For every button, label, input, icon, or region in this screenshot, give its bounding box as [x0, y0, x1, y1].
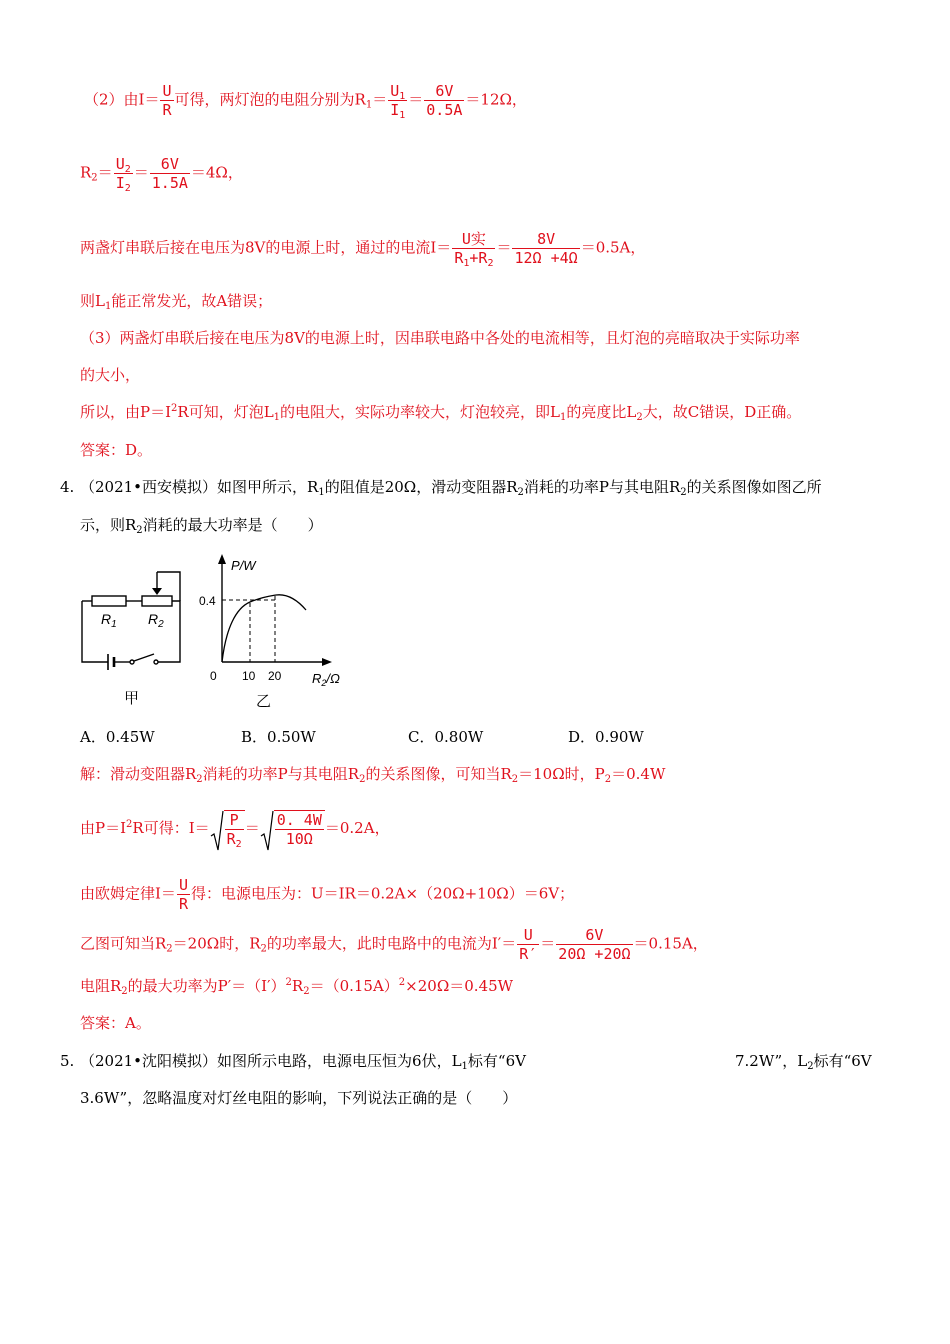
numerator: 8V	[537, 230, 556, 248]
text: 两盏灯串联后接在电压为8V的电源上时，通过的电流I＝	[80, 238, 452, 257]
text: R可知，灯泡L	[177, 403, 274, 421]
caption-jia: 甲	[124, 690, 140, 707]
subscript: 2	[124, 164, 131, 175]
text: I	[390, 101, 400, 119]
text: ＝	[372, 90, 388, 109]
option-a[interactable]: A．0.45W	[80, 728, 155, 746]
text: 的电阻大，实际功率较大，灯泡较亮，即L	[280, 403, 561, 421]
text: ＝	[244, 819, 260, 837]
question-4-figure	[70, 548, 370, 713]
subscript: 2	[487, 258, 494, 269]
text: 消耗的功率P与其电阻R	[202, 765, 360, 783]
text: 示，则R	[80, 516, 137, 534]
text: 则L	[80, 292, 105, 310]
question-5-text	[80, 1051, 526, 1071]
fraction-6v-over-15a	[150, 155, 190, 192]
fraction-u1-over-i1	[388, 82, 407, 119]
option-c[interactable]: C．0.80W	[408, 728, 484, 746]
solution-line-resistance-r1	[84, 82, 527, 119]
subscript: 2	[511, 774, 519, 785]
numerator: 6V	[160, 155, 179, 173]
text: ＝4Ω，	[190, 163, 243, 182]
subscript: 1	[104, 301, 112, 312]
solution-line-conclusion	[80, 402, 801, 422]
subscript: 1	[463, 258, 470, 269]
x-tick-10: 10	[242, 669, 256, 683]
subscript: 2	[680, 487, 687, 498]
question-5-text-cont: 3.6W”，忽略温度对灯丝电阻的影响，下列说法正确的是（ ）	[80, 1089, 518, 1107]
subscript: 2	[166, 943, 173, 955]
text: 标有“6V	[467, 1052, 526, 1070]
subscript: 2	[303, 986, 310, 997]
superscript: 2	[398, 977, 406, 988]
text: 大，故C错误，D正确。	[642, 403, 802, 421]
question-5-text-right	[735, 1051, 872, 1071]
text: ＝（0.15A）	[309, 977, 399, 995]
denominator	[114, 173, 133, 192]
solution-4-line2	[80, 810, 390, 848]
slider-arrow-icon	[152, 588, 162, 595]
solution-4-line3	[80, 876, 574, 913]
fraction-6v-over-05a	[424, 82, 464, 119]
subscript: 2	[636, 412, 643, 423]
y-axis-label: P/W	[231, 558, 256, 573]
text: R	[226, 830, 236, 848]
text: R	[454, 249, 464, 267]
label-r1: $R_1$	[101, 611, 117, 630]
subscript: 2	[91, 172, 98, 184]
text: 可得，两灯泡的电阻分别为R	[174, 90, 366, 109]
subscript: 1	[560, 412, 567, 423]
numerator: P	[229, 811, 239, 829]
denominator: R′	[519, 945, 538, 963]
solution-line-part3: （3）两盏灯串联后接在电压为8V的电源上时，因串联电路中各处的电流相等，且灯泡的亮暗取决于实际功率	[80, 329, 800, 347]
fraction-u-over-r-prime	[517, 926, 539, 963]
solution-4-line5	[80, 976, 513, 996]
fraction-u-over-r	[160, 82, 173, 119]
text: ＝	[540, 934, 556, 953]
question-5-number: 5.	[60, 1052, 75, 1070]
numerator: 0. 4W	[276, 811, 322, 829]
text: +R	[469, 249, 488, 267]
text: 所以，由P＝I	[80, 403, 172, 421]
denominator: 1.5A	[151, 174, 188, 192]
text: R可得：I＝	[132, 819, 210, 837]
x-tick-20: 20	[268, 669, 282, 683]
text: ＝10Ω时，P	[518, 765, 605, 783]
circuit-diagram	[82, 572, 180, 670]
subscript: 1	[273, 412, 281, 423]
text: 由P＝I	[80, 819, 127, 837]
solution-line-series-current	[80, 230, 645, 267]
text: 的功率最大，此时电路中的电流为I′＝	[266, 934, 517, 953]
option-d[interactable]: D．0.90W	[568, 728, 644, 746]
text: 消耗的最大功率是（ ）	[142, 516, 323, 534]
denominator: R	[162, 101, 172, 119]
text: （2021•西安模拟）如图甲所示，R	[80, 478, 319, 496]
radical-sign	[210, 810, 224, 852]
text: ＝12Ω，	[465, 90, 527, 109]
subscript: 2	[235, 839, 242, 850]
subscript: 2	[807, 1061, 814, 1072]
subscript: 1	[318, 487, 325, 498]
denominator: 20Ω +20Ω	[558, 945, 631, 963]
subscript: 1	[461, 1061, 468, 1072]
denominator	[452, 248, 495, 267]
solution-line-l1-normal	[80, 291, 272, 311]
superscript: 2	[285, 977, 292, 988]
text: U	[115, 155, 125, 173]
numerator: U	[162, 82, 172, 100]
x-axis-label: $R_2/\Omega$	[312, 671, 340, 688]
text: R	[80, 163, 92, 182]
subscript: 1	[399, 91, 406, 102]
text: ＝0.4W	[611, 765, 666, 783]
text: ＝	[408, 90, 424, 109]
subscript: 2	[517, 487, 524, 498]
text: ＝0.15A，	[633, 934, 708, 953]
text: ＝	[133, 163, 149, 182]
subscript: 2	[136, 525, 143, 536]
text: 消耗的功率P与其电阻R	[523, 478, 681, 496]
sqrt-04w-over-10	[260, 810, 325, 848]
text: （2021•沈阳模拟）如图所示电路，电源电压恒为6伏，L	[80, 1052, 462, 1070]
solution-line-part3-cont: 的大小，	[80, 366, 141, 384]
subscript: 2	[604, 774, 612, 785]
denominator: 12Ω +4Ω	[514, 249, 578, 267]
answer-q4: 答案：A。	[80, 1014, 151, 1032]
text: 7.2W”，L	[735, 1052, 808, 1070]
text: 标有“6V	[813, 1052, 872, 1070]
superscript: 2	[126, 819, 133, 830]
radical-sign	[260, 810, 274, 852]
text: 的阻值是20Ω，滑动变阻器R	[324, 478, 518, 496]
denominator: R	[178, 895, 188, 913]
numerator: 6V	[435, 82, 454, 100]
superscript: 2	[171, 403, 178, 414]
numerator: U实	[461, 230, 486, 248]
x-tick-0: 0	[210, 669, 217, 683]
label-r2: $R_2$	[148, 611, 164, 630]
sqrt-body	[274, 810, 325, 848]
text: 的关系图像如图乙所	[686, 478, 822, 496]
numerator	[388, 82, 407, 100]
text: ＝20Ω时，R	[172, 934, 261, 953]
question-4-text-cont	[80, 515, 323, 535]
text: 得：电源电压为：U＝IR＝0.2A×（20Ω+10Ω）＝6V；	[190, 884, 575, 903]
text: I	[115, 174, 125, 192]
fraction-6v-over-40	[556, 926, 632, 963]
question-4-text	[80, 477, 822, 497]
text: 由欧姆定律I＝	[80, 884, 176, 903]
y-tick-04: 0.4	[199, 594, 216, 608]
denominator: 0.5A	[426, 101, 463, 119]
sqrt-body	[224, 810, 245, 848]
sqrt-p-over-r2	[210, 810, 245, 848]
denominator	[225, 829, 244, 848]
text: ×20Ω＝0.45W	[405, 977, 514, 995]
solution-line-resistance-r2	[80, 155, 243, 192]
text: R	[291, 977, 304, 995]
text: ＝	[97, 163, 113, 182]
subscript: 2	[121, 986, 128, 997]
text: ＝0.5A，	[580, 238, 646, 257]
solution-4-line4	[80, 926, 708, 963]
numerator	[114, 155, 133, 173]
option-b[interactable]: B．0.50W	[241, 728, 316, 746]
answer-q3: 答案：D。	[80, 441, 153, 459]
denominator: 10Ω	[275, 829, 324, 848]
question-4-number: 4.	[60, 478, 75, 496]
subscript: 2	[260, 943, 267, 955]
fraction-u-over-r	[177, 876, 190, 913]
numerator: 6V	[585, 926, 604, 944]
subscript: 2	[359, 774, 366, 785]
text: 解：滑动变阻器R	[80, 765, 197, 783]
fraction	[275, 811, 324, 848]
caption-yi: 乙	[256, 693, 272, 710]
subscript: 2	[196, 774, 203, 785]
text: U	[390, 82, 400, 100]
subscript: 2	[124, 183, 131, 194]
denominator	[388, 100, 407, 119]
text: （2）由I＝	[84, 90, 160, 109]
fraction-u-over-r1-r2	[452, 230, 495, 267]
text: 乙图可知当R	[80, 934, 167, 953]
fraction-u2-over-i2	[114, 155, 133, 192]
text: 电阻R	[80, 977, 122, 995]
fraction	[225, 811, 244, 848]
text: ＝	[496, 238, 512, 257]
subscript: 1	[399, 110, 406, 121]
numerator: U	[523, 926, 533, 944]
text: 的亮度比L	[566, 403, 637, 421]
numerator: U	[178, 876, 188, 894]
text: 的关系图像，可知当R	[365, 765, 512, 783]
text: 能正常发光，故A错误；	[111, 292, 273, 310]
text: ＝0.2A，	[324, 819, 390, 837]
subscript: 1	[365, 99, 373, 111]
text: 的最大功率为P′＝（I′）	[127, 977, 286, 995]
fraction-8v-over-sum	[512, 230, 579, 267]
solution-4-line1	[80, 764, 665, 784]
